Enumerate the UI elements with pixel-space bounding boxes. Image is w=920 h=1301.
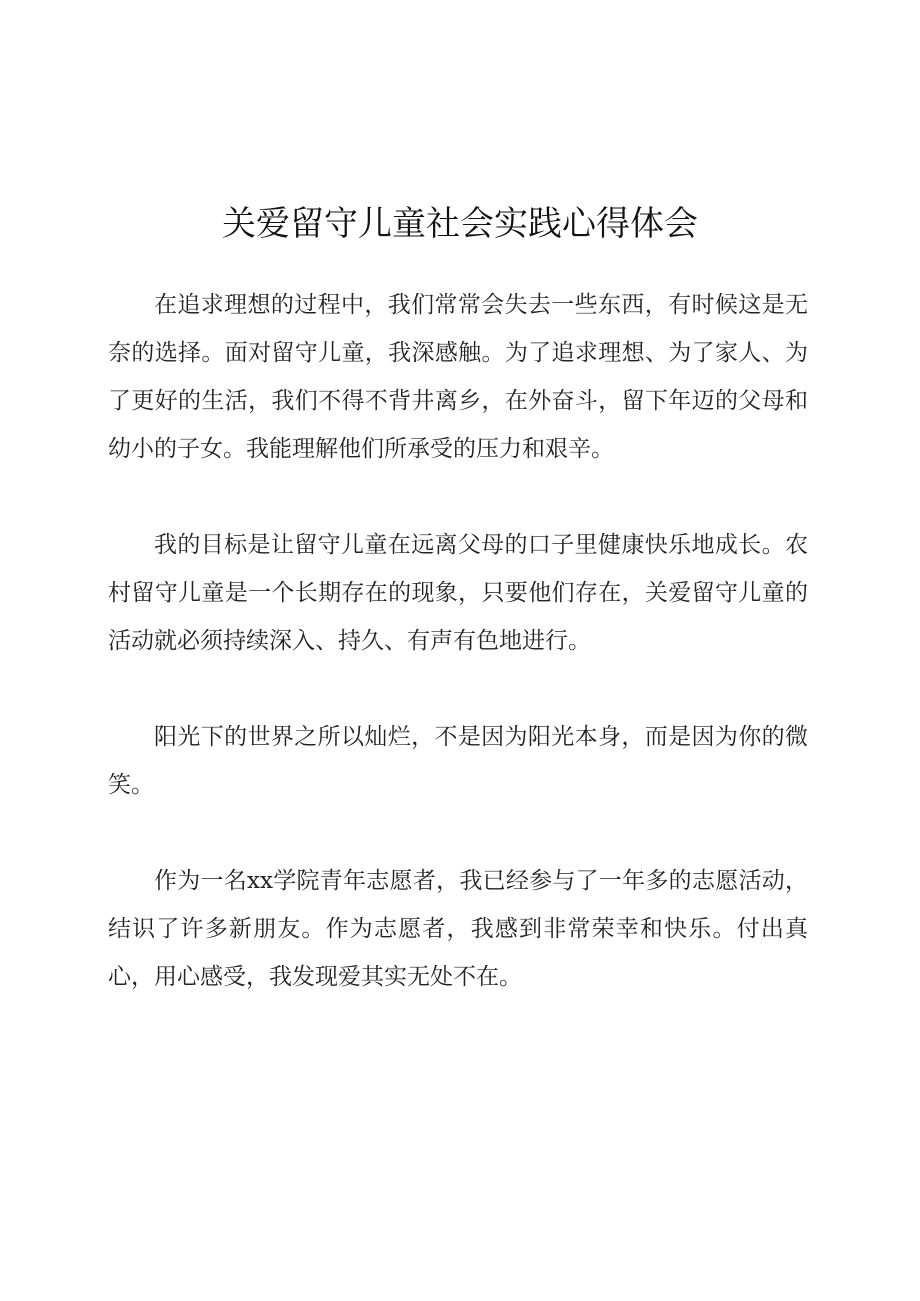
document-body	[108, 281, 808, 1001]
paragraph-4: 作为一名xx学院青年志愿者，我已经参与了一年多的志愿活动，结识了许多新朋友。作为志愿者，我感到非常荣幸和快乐。付出真心，用心感受，我发现爱其实无处不在。	[108, 868, 808, 990]
paragraph-spacer	[108, 473, 808, 521]
paragraph-1: 在追求理想的过程中，我们常常会失去一些东西，有时候这是无奈的选择。面对留守儿童，我深感触。为了追求理想、为了家人、为了更好的生活，我们不得不背井离乡，在外奋斗，留下年迈的父母和幼小的子女。我能理解他们所承受的压力和艰辛。	[108, 292, 808, 462]
paragraph-2: 我的目标是让留守儿童在远离父母的口子里健康快乐地成长。农村留守儿童是一个长期存在的现象，只要他们存在，关爱留守儿童的活动就必须持续深入、持久、有声有色地进行。	[108, 532, 808, 654]
paragraph-spacer	[108, 665, 808, 713]
paragraph-spacer	[108, 809, 808, 857]
document-title: 关爱留守儿童社会实践心得体会	[222, 203, 698, 244]
paragraph-3: 阳光下的世界之所以灿烂，不是因为阳光本身，而是因为你的微笑。	[108, 724, 808, 798]
